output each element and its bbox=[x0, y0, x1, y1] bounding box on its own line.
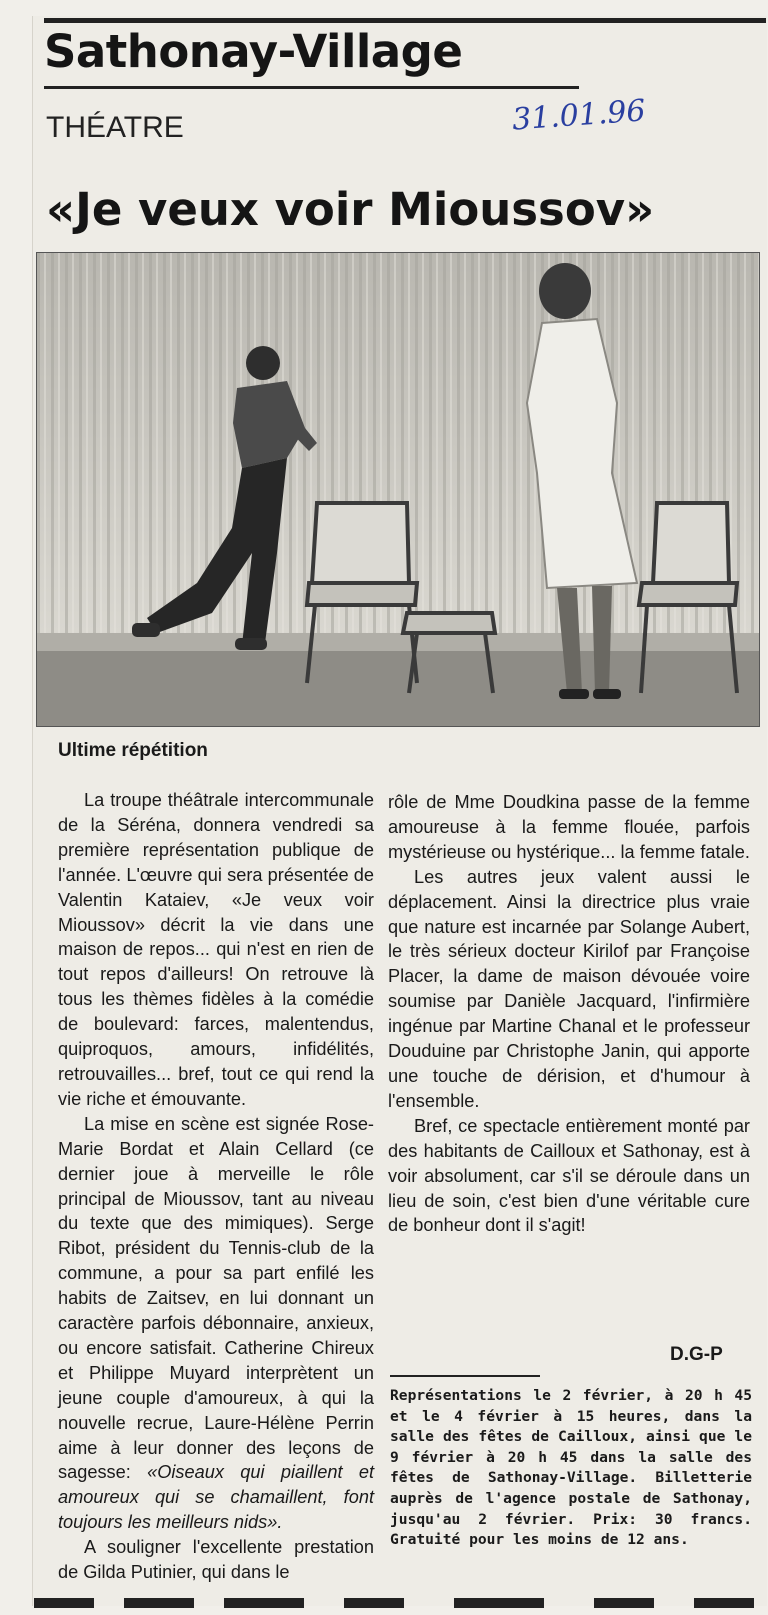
stage-photo-icon bbox=[37, 253, 759, 726]
paragraph: rôle de Mme Doudkina passe de la femme amoureuse à la femme flouée, parfois mystérieuse ou hystérique... la femme fatale. bbox=[388, 792, 750, 862]
location-heading: Sathonay-Village bbox=[44, 25, 463, 78]
paragraph: Les autres jeux valent aussi le déplacement. Ainsi la directrice plus vraie que nature est incarnée par Solange Aubert, le très sérieux docteur Kirilof par Françoise Placer, la dame de maison dévouée voire soumise par Danièle Jacquard, l'infirmière ingénue par Martine Chanal et le professeur Douduine par Christophe Janin, qui apporte une touche de dérision, et d'humour à l'ensemble. bbox=[388, 866, 750, 1111]
bottom-cut-marks bbox=[34, 1598, 764, 1608]
location-rule bbox=[44, 86, 579, 89]
info-rule bbox=[390, 1375, 540, 1377]
stage-photo bbox=[36, 252, 760, 727]
photo-caption: Ultime répétition bbox=[58, 740, 208, 761]
paragraph: A souligner l'excellente prestation de Gilda Putinier, qui dans le bbox=[58, 1537, 374, 1583]
quote: «Oiseaux qui piaillent et amoureux qui se chamaillent, font toujours les meilleurs nids». bbox=[58, 1462, 374, 1533]
paragraph: La troupe théâtrale intercommunale de la Séréna, donnera vendredi sa première représentation publique de l'année. L'œuvre qui sera présentée de Valentin Kataiev, «Je veux voir Mioussov» décrit la vie dans une maison de repos... qui n'est en rien de tout repos d'ailleurs! On retrouve là tous les thèmes fidèles à la comédie de boulevard: farces, malentendus, quiproquos, amours, infidélités, retrouvailles... bref, tout ce qui rend la vie riche et émouvante. bbox=[58, 790, 374, 1109]
paragraph-text: La mise en scène est signée Rose-Marie Bordat et Alain Cellard (ce dernier joue à merveille le rôle principal de Mioussov, tant au niveau du texte que des mimiques). Serge Ribot, président du Tennis-club de la commune, a pour sa part enfilé les habits de Zaitsev, en lui donnant un caractère parfois débonnaire, anxieux, ou encore satisfait. Catherine Chireux et Philippe Muyard interprètent un jeune couple d'amoureux, à qui la nouvelle recrue, Laure-Hélène Perrin aime à leur donner des leçons de sagesse: bbox=[58, 1113, 374, 1483]
article-left-column bbox=[58, 788, 374, 1585]
paragraph bbox=[58, 1112, 374, 1535]
paragraph: Bref, ce spectacle entièrement monté par des habitants de Cailloux et Sathonay, est à voir absolument, car s'il se déroule dans un lieu de soin, c'est bien d'une véritable cure de bonheur dont il s'agit! bbox=[388, 1115, 750, 1236]
handwritten-date: 31.01.96 bbox=[510, 93, 647, 138]
headline: «Je veux voir Mioussov» bbox=[46, 183, 655, 236]
section-label: THÉATRE bbox=[46, 111, 184, 144]
article-right-column bbox=[388, 790, 750, 1238]
author-signature: D.G-P bbox=[670, 1344, 723, 1365]
performance-info-box: Représentations le 2 février, à 20 h 45 et le 4 février à 15 heures, dans la salle des fêtes de Cailloux, ainsi que le 9 février à 20 h 45 dans la salle des fêtes de Sathonay-Village. Billetterie auprès de l'agence postale de Sathonay, jusqu'au 2 février. Prix: 30 francs. Gratuité pour les moins de 12 ans. bbox=[390, 1387, 752, 1549]
